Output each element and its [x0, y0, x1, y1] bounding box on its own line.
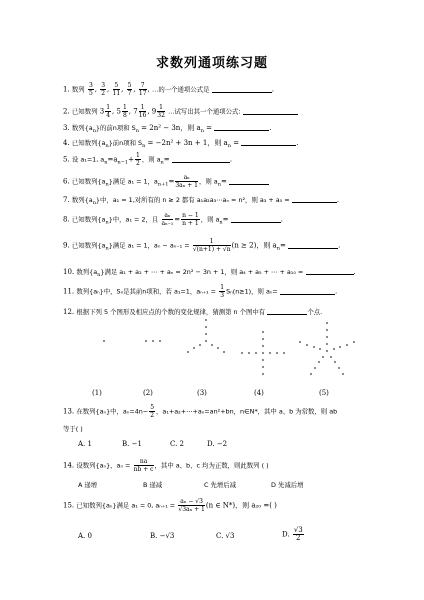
figure-5-dot: [314, 367, 316, 369]
figure-caption-1: (1): [92, 389, 102, 397]
figure-5-dot: [310, 373, 312, 375]
answer-blank[interactable]: [280, 286, 335, 295]
question-1: 1. 数列 $\frac{3}{5}$ , $\frac{3}{2}$ , $\frac{5}{11}$ , $\frac{5}{7}$ , $\frac{7}{17}$ , …的一个通项公式是 .: [63, 82, 274, 97]
question-5: 5. 设 a₁=1, $a_n=a_{n-1}+$ $\frac{1}{2}$ ，则 $a_n=$ .: [63, 152, 233, 167]
figure-5-dot: [319, 348, 321, 350]
figure-4-dot: [283, 352, 285, 354]
question-6: 6. 已知数列$\{a_n\}$满足 a₁ = 1，$a_{n+1}=$ $\frac{\text{aₙ}}{\text{3aₙ + 1}}$ ，则 $a_n=$: [63, 174, 269, 190]
question-13-line2: 等于( ): [63, 425, 83, 433]
q14-option-d[interactable]: D 先减后增: [271, 481, 304, 489]
figure-4-dot: [262, 359, 264, 361]
q14-option-a[interactable]: A 递增: [78, 481, 98, 489]
answer-blank[interactable]: [231, 214, 281, 223]
question-7: 7. 数列$\{a_n\}$中，a₁ = 1,对所有的 n ≥ 2 都有 a₁a₂a₃⋯aₙ = n²，则 a₃ + a₅ = .: [63, 196, 340, 206]
q1-term-1: $\frac{3}{5}$: [88, 82, 93, 97]
figure-4-dot: [269, 352, 271, 354]
answer-blank[interactable]: [292, 194, 337, 203]
question-9: 9. 已知数列$\{a_n\}$满足 a₁ = 1，aₙ − aₙ₋₁ = $\frac{1}{√(n+1) + √n}$ (n ≥ 2)，则 $a_n=$ .: [63, 238, 341, 253]
figure-5-dot: [330, 356, 332, 358]
figure-3-dot: [199, 344, 201, 346]
figure-3-dot: [193, 347, 195, 349]
page-title: 求数列通项练习题: [155, 56, 268, 71]
figure-4-dot: [262, 331, 264, 333]
question-3: 3. 数列$\{a_n\}$的前n项和 $S_n = 2n^2 - 3n$，则 $a_n$ = .: [63, 124, 272, 134]
figure-5-dot: [333, 348, 335, 350]
figure-4-dot: [276, 352, 278, 354]
q13-option-a[interactable]: A. 1: [78, 440, 92, 448]
q1-term-3: $\frac{5}{11}$: [112, 82, 121, 97]
figure-3-dot: [211, 344, 213, 346]
figure-1-dot: [103, 340, 105, 342]
figure-caption-3: (3): [197, 389, 207, 397]
question-13: 13. 在数列{aₙ}中，aₙ=4n− $\frac{5}{2}$ ，a₁+a₂+⋯+aₙ=an²+bn，n∈N*，其中 a、b 为常数，则 ab: [63, 404, 338, 419]
q1-term-5: $\frac{7}{17}$: [138, 82, 147, 97]
figure-2-dot: [152, 340, 154, 342]
figure-4-dot: [262, 352, 264, 354]
answer-blank[interactable]: [306, 266, 354, 275]
figure-4-dot: [255, 352, 257, 354]
answer-blank[interactable]: [288, 240, 338, 249]
figure-3-dot: [187, 351, 189, 353]
q15-option-a[interactable]: A. 0: [78, 532, 92, 540]
figure-3-dot: [217, 347, 219, 349]
q13-option-d[interactable]: D. −2: [207, 440, 228, 448]
figure-caption-4: (4): [254, 389, 264, 397]
q14-option-b[interactable]: B 递减: [143, 481, 163, 489]
figure-4-dot: [241, 352, 243, 354]
figure-5-dot: [326, 350, 328, 352]
figure-4-dot: [262, 338, 264, 340]
figure-5-dot: [318, 361, 320, 363]
figure-5-dot: [322, 356, 324, 358]
figure-4-dot: [262, 366, 264, 368]
figure-5-dot: [326, 343, 328, 345]
answer-blank[interactable]: [212, 84, 272, 93]
figure-5-dot: [339, 346, 341, 348]
q15-option-d[interactable]: D. $\frac{√3}{2}$: [282, 526, 303, 542]
figure-5-dot: [313, 346, 315, 348]
question-4: 4. 已知数列$\{a_n\}$前n项和 $S_n = -2n^2 + 3n + 1$，则 $a_n$ = .: [63, 139, 299, 149]
question-11: 11. 数列{aₙ}中，Sₙ是其前n项和，若 a₁=1，aₙ₊₁ = $\frac{1}{3}$ Sₙ(n≥1)，则 aₙ= .: [63, 284, 338, 299]
figure-5-dot: [334, 361, 336, 363]
q15-option-b[interactable]: B. −√3: [150, 532, 175, 540]
q13-option-b[interactable]: B. −1: [122, 440, 142, 448]
q13-option-c[interactable]: C. 2: [170, 440, 185, 448]
figure-5-dot: [306, 344, 308, 346]
figure-5-dot: [346, 344, 348, 346]
question-14: 14. 设数列{aₙ}，aₙ = $\frac{na}{nb + c}$ ，其中 a、b、c 均为正数，则此数列 ( ): [63, 458, 269, 473]
answer-blank[interactable]: [241, 137, 296, 146]
figure-5-dot: [299, 341, 301, 343]
q1-term-2: $\frac{3}{2}$: [101, 82, 106, 97]
answer-blank[interactable]: [243, 106, 298, 115]
figure-3-dot: [205, 326, 207, 328]
figure-5-dot: [353, 341, 355, 343]
answer-blank[interactable]: [214, 122, 269, 131]
figure-5-dot: [326, 329, 328, 331]
answer-blank[interactable]: [267, 306, 307, 315]
figure-5-dot: [326, 336, 328, 338]
figure-4-dot: [262, 373, 264, 375]
figure-caption-5: (5): [319, 389, 329, 397]
question-8: 8. 已知数列$\{a_n\}$中，a₁ = 2，且 $\frac{\text{aₙ}}{\text{aₙ₋₁}}$ = $\frac{n - 1}{n + 1}$ ，则 $a_n=$ .: [63, 212, 283, 227]
figure-3-dot: [205, 333, 207, 335]
question-12: 12. 根据下列 5 个图形及相应点的个数的变化规律，猜测第 n 个图中有 个点.: [63, 308, 323, 316]
figure-3-dot: [205, 319, 207, 321]
figure-3-dot: [223, 351, 225, 353]
figure-5-dot: [342, 373, 344, 375]
q1-term-4: $\frac{5}{7}$: [127, 82, 132, 97]
question-2: 2. 已知数列 3 $\frac{1}{4}$ , 5 $\frac{1}{8}$ , 7 $\frac{1}{16}$ , 9 $\frac{1}{32}$ …试写出其一个通项公式:: [63, 104, 298, 119]
figure-2-dot: [159, 340, 161, 342]
figure-4-dot: [262, 345, 264, 347]
figure-2-dot: [145, 340, 147, 342]
q14-option-c[interactable]: C 先增后减: [204, 481, 237, 489]
question-15: 15. 已知数列{aₙ}满足 a₁ = 0, aₙ₊₁ = $\frac{\text{aₙ − √3}}{\text{√3aₙ + 1}}$ (n ∈ N*)，则 a₂₀ =( ): [63, 498, 277, 513]
q15-option-c[interactable]: C. √3: [216, 532, 235, 540]
figure-5-dot: [338, 367, 340, 369]
answer-blank[interactable]: [172, 154, 230, 163]
figure-4-dot: [248, 352, 250, 354]
figure-5-dot: [326, 322, 328, 324]
question-10: 10. 数列$\{a_n\}$满足 a₁ + a₂ + ⋯ + aₙ = 2n² − 3n + 1，则 a₄ + a₅ + ⋯ + a₁₀ = .: [63, 268, 356, 278]
figure-caption-2: (2): [143, 389, 153, 397]
answer-blank[interactable]: [229, 176, 269, 185]
figure-3-dot: [205, 340, 207, 342]
